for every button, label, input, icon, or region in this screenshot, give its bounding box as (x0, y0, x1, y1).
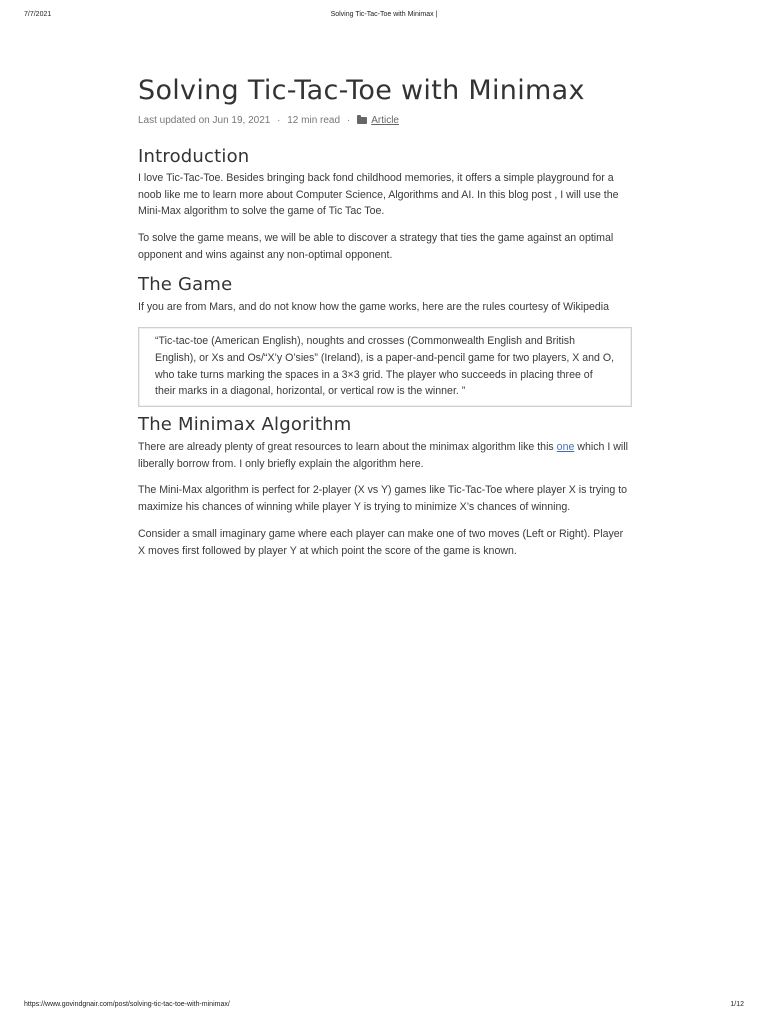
game-paragraph-1: If you are from Mars, and do not know how the game works, here are the rules courtesy of Wikipedia (138, 300, 610, 313)
folder-icon (357, 117, 367, 124)
updated-date: Last updated on Jun 19, 2021 (138, 115, 271, 126)
article (138, 72, 633, 559)
print-date: 7/7/2021 (24, 11, 52, 18)
meta-separator: · (277, 115, 281, 126)
minimax-paragraph-1 (138, 439, 633, 472)
print-url: https://www.govindgnair.com/post/solving-tic-tac-toe-with-minimax/ (24, 1001, 230, 1008)
intro-paragraph-2: To solve the game means, we will be able to discover a strategy that ties the game against an optimal opponent and wins against any non-optimal opponent. (138, 232, 614, 261)
print-page-title: Solving Tic-Tac-Toe with Minimax | (330, 11, 438, 18)
print-footer (0, 1001, 768, 1011)
wikipedia-quote (138, 327, 632, 407)
post-title: Solving Tic-Tac-Toe with Minimax (138, 75, 585, 106)
read-time: 12 min read (287, 115, 341, 126)
print-header (0, 11, 768, 21)
resource-link[interactable]: one (556, 441, 575, 454)
intro-paragraph-1: I love Tic-Tac-Toe. Besides bringing back fond childhood memories, it offers a simple playground for a noob like me to learn more about Computer Science, Algorithms and AI. In this blog post , I will use the Mini-Max algorithm to solve the game of Tic Tac Toe. (138, 172, 619, 218)
section-heading-the-game: The Game (138, 273, 233, 295)
post-meta (138, 113, 633, 129)
minimax-p1-text-end: which I will liberally borrow from. I only briefly explain the algorithm here. (138, 441, 628, 470)
minimax-paragraph-3: Consider a small imaginary game where each player can make one of two moves (Left or Right). Player X moves first followed by player Y at which point the score of the game is known. (138, 527, 624, 557)
quote-text: “Tic-tac-toe (American English), noughts and crosses (Commonwealth English and British English), or Xs and Os/“X’y O’sies” (Ireland), is a paper-and-pencil game for two players, X and O, who take turns marking the spaces in a 3×3 grid. The player who succeeds in placing three of their marks in a diagonal, horizontal, or vertical row is the winner. ” (155, 335, 615, 398)
page-number: 1/12 (730, 1001, 744, 1008)
meta-separator: · (346, 115, 351, 126)
minimax-paragraph-2: The Mini-Max algorithm is perfect for 2-player (X vs Y) games like Tic-Tac-Toe where player X is trying to maximize his chances of winning while player Y is trying to minimize X’s chances of winning. (138, 484, 628, 514)
section-heading-minimax: The Minimax Algorithm (138, 414, 352, 436)
category-link[interactable]: Article (371, 115, 399, 126)
section-heading-introduction: Introduction (138, 146, 250, 167)
minimax-p1-text: There are already plenty of great resources to learn about the minimax algorithm like this (138, 441, 557, 454)
